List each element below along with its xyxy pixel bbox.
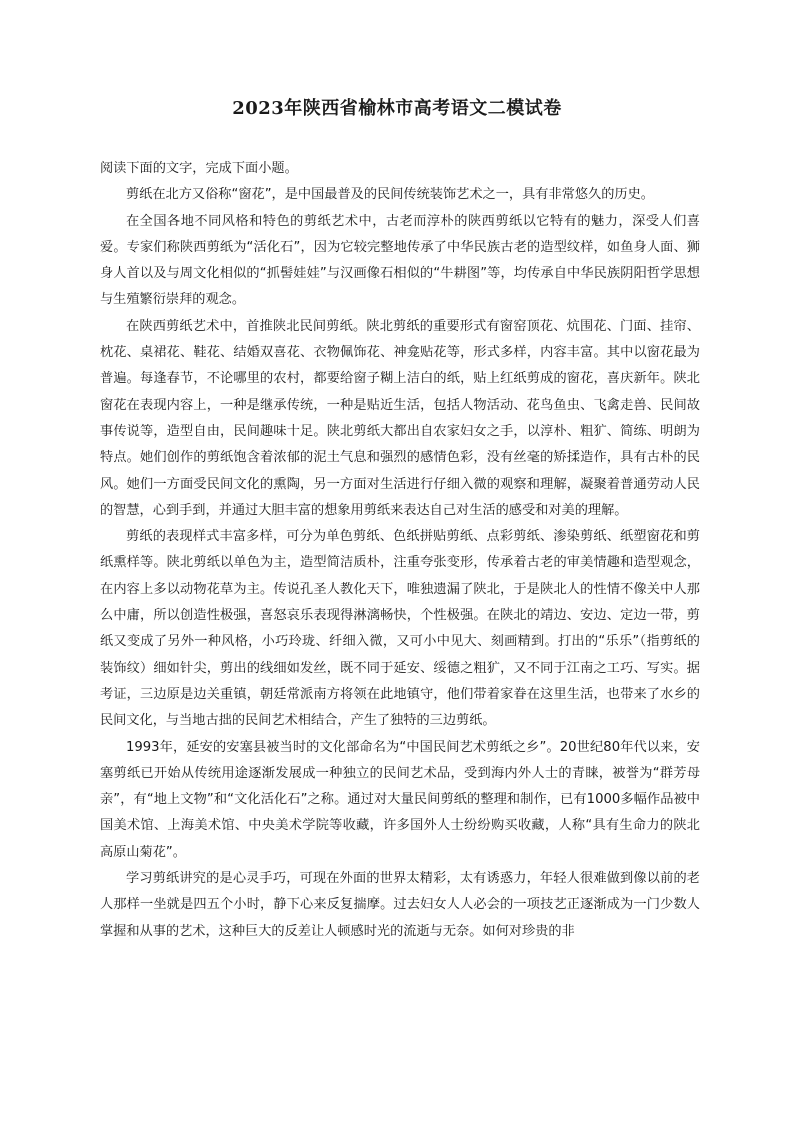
reading-passage (100, 156, 700, 945)
paragraph-1: 剪纸在北方又俗称“窗花”，是中国最普及的民间传统装饰艺术之一，具有非常悠久的历史。 (126, 187, 654, 203)
paragraph-3: 在陕西剪纸艺术中，首推陕北民间剪纸。陕北剪纸的重要形式有窗窑顶花、炕围花、门面、挂帘、枕花、桌裙花、鞋花、结婚双喜花、衣物佩饰花、神龛贴花等，形式多样，内容丰富。其中以窗花最为普遍。每逢春节，不论哪里的农村，都要给窗子糊上洁白的纸，贴上红纸剪成的窗花，喜庆新年。陕北窗花在表现内容上，一种是继承传统，一种是贴近生活，包括人物活动、花鸟鱼虫、飞禽走兽、民间故事传说等，造型自由，民间趣味十足。陕北剪纸大都出自农家妇女之手，以淳朴、粗犷、简练、明朗为特点。她们创作的剪纸饱含着浓郁的泥土气息和强烈的感情色彩，没有丝毫的矫揉造作，具有古朴的民风。她们一方面受民间文化的熏陶，另一方面对生活进行仔细入微的观察和理解，凝聚着普通劳动人民的智慧，心到手到，并通过大胆丰富的想象用剪纸来表达自己对生活的感受和对美的理解。 (100, 318, 700, 518)
paragraph-6: 学习剪纸讲究的是心灵手巧，可现在外面的世界太精彩，太有诱惑力，年轻人很难做到像以前的老人那样一坐就是四五个小时，静下心来反复揣摩。过去妇女人人必会的一项技艺正逐渐成为一门少数人掌握和从事的艺术，这种巨大的反差让人顿感时光的流逝与无奈。如何对珍贵的非 (100, 871, 700, 939)
paragraph-2: 在全国各地不同风格和特色的剪纸艺术中，古老而淳朴的陕西剪纸以它特有的魅力，深受人们喜爱。专家们称陕西剪纸为“活化石”，因为它较完整地传承了中华民族古老的造型纹样，如鱼身人面、狮身人首以及与周文化相似的“抓髻娃娃”与汉画像石相似的“牛耕图”等，均传承自中华民族阴阳哲学思想与生殖繁衍崇拜的观念。 (100, 213, 700, 308)
paragraph-4: 剪纸的表现样式丰富多样，可分为单色剪纸、色纸拼贴剪纸、点彩剪纸、渗染剪纸、纸塑窗花和剪纸熏样等。陕北剪纸以单色为主，造型简洁质朴，注重夸张变形，传承着古老的审美情趣和造型观念，在内容上多以动物花草为主。传说孔圣人教化天下，唯独遗漏了陕北，于是陕北人的性情不像关中人那么中庸，所以创造性极强，喜怒哀乐表现得淋漓畅快，个性极强。在陕北的靖边、安边、定边一带，剪纸又变成了另外一种风格，小巧玲珑、纤细入微，又可小中见大、刻画精到。打出的“乐乐”（指剪纸的装饰纹）细如针尖，剪出的线细如发丝，既不同于延安、绥德之粗犷，又不同于江南之工巧、写实。据考证，三边原是边关重镇，朝廷常派南方将领在此地镇守，他们带着家眷在这里生活，也带来了水乡的民间文化，与当地古拙的民间艺术相结合，产生了独特的三边剪纸。 (100, 529, 700, 729)
instruction-text: 阅读下面的文字，完成下面小题。 (100, 161, 298, 176)
paragraph-5: 1993年，延安的安塞县被当时的文化部命名为“中国民间艺术剪纸之乡”。20世纪80年代以来，安塞剪纸已开始从传统用途逐渐发展成一种独立的民间艺术品，受到海内外人士的青睐，被誉为“群芳母亲”，有“地上文物”和“文化活化石”之称。通过对大量民间剪纸的整理和制作，已有1000多幅作品被中国美术馆、上海美术馆、中央美术学院等收藏，许多国外人士纷纷购买收藏，人称“具有生命力的陕北高原山菊花”。 (100, 739, 700, 860)
page-title: 2023年陕西省榆林市高考语文二模试卷 (232, 98, 562, 119)
